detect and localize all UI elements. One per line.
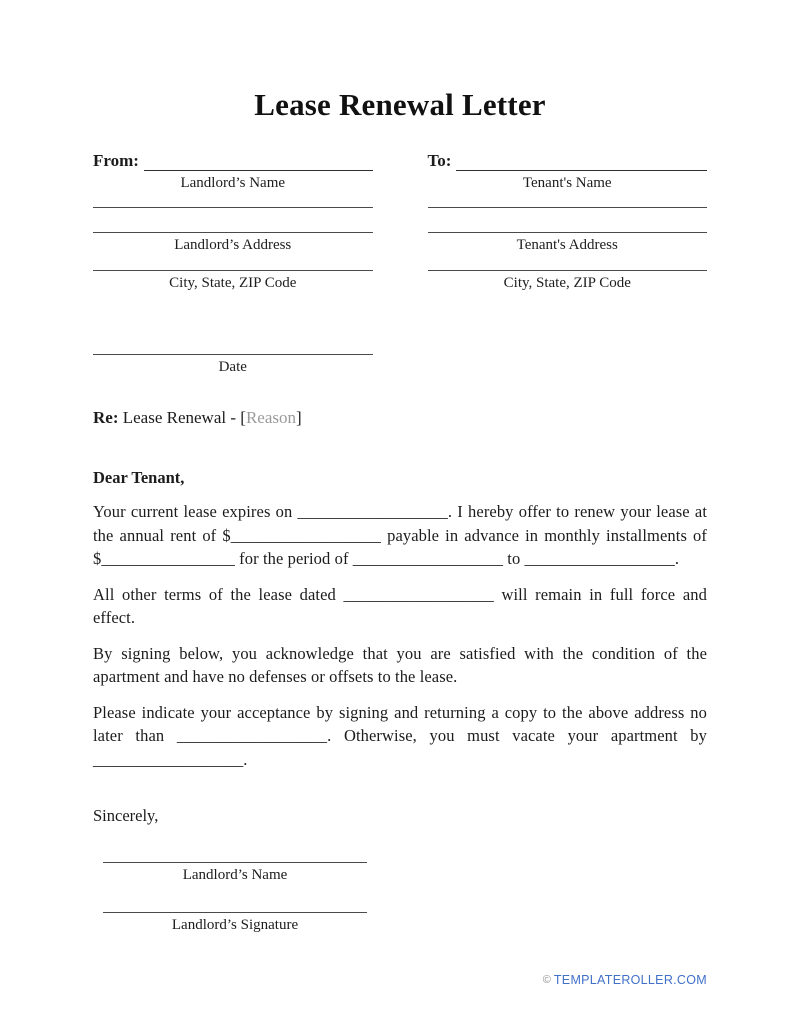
- to-column: [428, 149, 708, 292]
- tenant-address-caption: Tenant's Address: [516, 237, 618, 253]
- signature-block: [93, 862, 707, 934]
- fill-line-signature: [103, 912, 367, 913]
- fill-line-landlord-name: [144, 151, 373, 171]
- footer: [543, 973, 707, 987]
- paragraph-acknowledgement: By signing below, you acknowledge that you are satisfied with the condition of the apartment and have no defenses or offsets to the lease.: [93, 643, 707, 686]
- landlord-address-caption: Landlord’s Address: [174, 237, 292, 253]
- paragraph-other-terms: All other terms of the lease dated __________________ will remain in full force and effect.: [93, 584, 707, 627]
- paragraph-acceptance: Please indicate your acceptance by signing and returning a copy to the above address no later than __________________. Otherwise, you must vacate your apartment by __________________.: [93, 702, 707, 769]
- salutation: Dear Tenant,: [93, 468, 185, 487]
- fill-line-signature-name: [103, 862, 367, 863]
- tenant-city-caption: City, State, ZIP Code: [503, 275, 631, 291]
- reason-placeholder: Reason: [245, 408, 296, 427]
- fill-line-tenant-city: [428, 270, 708, 271]
- fill-line-landlord-address-2: [93, 232, 373, 233]
- fill-line-tenant-address-1: [428, 207, 708, 208]
- bracket-close: ]: [295, 408, 302, 427]
- re-label: Re:: [93, 408, 119, 427]
- from-field-row: [93, 149, 373, 171]
- fill-line-tenant-name: [456, 151, 707, 171]
- fill-line-date: [93, 354, 373, 355]
- subject-line: [93, 408, 707, 428]
- landlord-city-caption: City, State, ZIP Code: [169, 275, 297, 291]
- from-label: From:: [93, 151, 139, 170]
- landlord-name-caption: Landlord’s Name: [180, 175, 286, 191]
- to-field-row: [428, 149, 708, 171]
- tenant-name-caption: Tenant's Name: [522, 175, 612, 191]
- parties-section: [93, 149, 707, 292]
- closing-sincerely: Sincerely,: [93, 806, 159, 825]
- subject-text: Lease Renewal -: [118, 408, 241, 427]
- date-block: [93, 354, 373, 376]
- fill-line-landlord-address-1: [93, 207, 373, 208]
- to-label: To:: [427, 151, 452, 170]
- fill-line-tenant-address-2: [428, 232, 708, 233]
- from-column: [93, 149, 373, 292]
- paragraph-lease-expiry: Your current lease expires on __________________. I hereby offer to renew your lease at the annual rent of $__________________ payable in advance in monthly installments of $________________ for the period of __________________ to __________________.: [93, 502, 707, 568]
- signature-name-caption: Landlord’s Name: [182, 867, 288, 883]
- bracket-open: [: [240, 408, 246, 427]
- page-title: Lease Renewal Letter: [254, 87, 546, 122]
- date-caption: Date: [218, 359, 247, 375]
- templateroller-link[interactable]: TEMPLATEROLLER.COM: [553, 973, 707, 987]
- fill-line-landlord-city: [93, 270, 373, 271]
- copyright-icon: ©: [542, 974, 551, 986]
- signature-caption: Landlord’s Signature: [171, 917, 299, 933]
